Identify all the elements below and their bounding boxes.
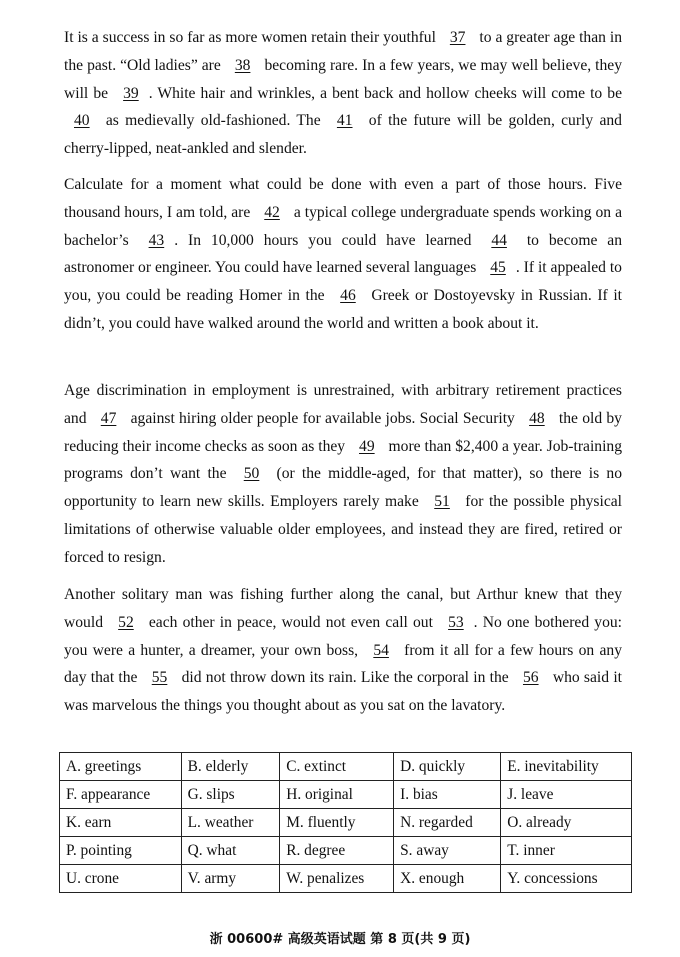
paragraph-text: . If it appealed to you, you could be reading Homer in the <box>64 259 622 305</box>
options-row <box>60 809 632 837</box>
blank-46: 46 <box>340 287 356 305</box>
blank-45: 45 <box>490 259 506 277</box>
option-cell: W. penalizes <box>280 865 394 893</box>
option-cell: C. extinct <box>280 753 394 781</box>
option-cell: N. regarded <box>394 809 501 837</box>
blank-38: 38 <box>234 56 251 74</box>
option-cell: K. earn <box>60 809 182 837</box>
paragraph-text: more than $2,400 a year. Job-training programs don’t want the <box>64 437 623 483</box>
option-cell: D. quickly <box>394 753 501 781</box>
cloze-paragraph-3 <box>64 377 622 572</box>
blank-52: 52 <box>118 613 134 631</box>
page-footer: 浙 00600# 高级英语试题 第 8 页(共 9 页) <box>209 932 471 947</box>
paragraph-text: did not throw down its rain. Like the corporal in the <box>177 669 513 687</box>
paragraph-text: Calculate for a moment what could be done with even a part of those hours. Five thousand hours, I am told, are <box>64 176 622 221</box>
option-cell: G. slips <box>181 781 280 809</box>
paragraph-text: to a greater age than in the past. “Old ladies” are <box>64 29 622 74</box>
option-cell: P. pointing <box>60 837 182 865</box>
options-row <box>60 837 632 865</box>
paragraph-text: Age discrimination in employment is unrestrained, with arbitrary retirement practices and <box>64 382 622 427</box>
blank-49: 49 <box>359 437 375 455</box>
paragraph-text: for the possible physical limitations of otherwise valuable older employees, and instead they are fired, retired or forced to resign. <box>64 493 622 566</box>
blank-37: 37 <box>449 29 466 46</box>
paragraph-text: against hiring older people for available jobs. Social Security <box>126 409 520 427</box>
option-cell: R. degree <box>280 837 394 865</box>
paragraph-text: as medievally old-fashioned. The <box>99 112 327 130</box>
paragraph-text: It is a success in so far as more women retain their youthful <box>64 29 440 46</box>
option-cell: I. bias <box>394 781 501 809</box>
blank-47: 47 <box>100 409 117 427</box>
option-cell: U. crone <box>60 865 182 893</box>
option-cell: E. inevitability <box>501 753 632 781</box>
options-row <box>60 865 632 893</box>
option-cell: F. appearance <box>60 781 182 809</box>
blank-54: 54 <box>373 641 389 659</box>
option-cell: M. fluently <box>280 809 394 837</box>
paragraph-text: who said it was marvelous the things you thought about as you sat on the lavatory. <box>64 669 622 715</box>
blank-53: 53 <box>448 613 464 631</box>
blank-42: 42 <box>264 203 280 221</box>
option-cell: X. enough <box>394 865 501 893</box>
option-cell: L. weather <box>181 809 280 837</box>
blank-39: 39 <box>123 84 139 102</box>
blank-40: 40 <box>74 112 90 130</box>
paragraph-text: . White hair and wrinkles, a bent back and hollow cheeks will come to be <box>148 84 622 102</box>
blank-44: 44 <box>491 231 507 249</box>
paragraph-text: . No one bothered you: you were a hunter, a dreamer, your own boss, <box>64 613 622 659</box>
option-cell: S. away <box>394 837 501 865</box>
paragraph-text: the old by reducing their income checks as soon as they <box>64 409 622 455</box>
word-options-table <box>59 752 632 893</box>
cloze-paragraph-2 <box>64 171 622 338</box>
paragraph-text: becoming rare. In a few years, we may well believe, they will be <box>64 56 623 102</box>
paragraph-text: Another solitary man was fishing further along the canal, but Arthur knew that they would <box>64 586 622 631</box>
paragraph-text: . In 10,000 hours you could have learned <box>174 231 482 249</box>
options-row <box>60 753 632 781</box>
option-cell: H. original <box>280 781 394 809</box>
option-cell: Q. what <box>181 837 280 865</box>
paragraph-text: each other in peace, would not even call out <box>143 613 439 631</box>
paragraph-text: a typical college undergraduate spends working on a bachelor’s <box>64 203 622 249</box>
option-cell: B. elderly <box>181 753 280 781</box>
blank-43: 43 <box>148 231 165 249</box>
option-cell: J. leave <box>501 781 632 809</box>
blank-51: 51 <box>434 493 450 511</box>
blank-50: 50 <box>243 465 260 483</box>
paragraph-text: (or the middle-aged, for that matter), so there is no opportunity to learn new skills. Employers rarely make <box>64 465 622 511</box>
paragraph-text: to become an astronomer or engineer. You could have learned several languages <box>64 231 623 277</box>
paragraph-text: of the future will be golden, curly and cherry-lipped, neat-ankled and slender. <box>64 112 622 158</box>
blank-48: 48 <box>529 409 545 427</box>
option-cell: O. already <box>501 809 632 837</box>
option-cell: A. greetings <box>60 753 182 781</box>
option-cell: V. army <box>181 865 280 893</box>
paragraph-text: from it all for a few hours on any day that the <box>64 641 622 687</box>
blank-55: 55 <box>151 669 168 687</box>
blank-56: 56 <box>522 669 539 687</box>
cloze-paragraph-4 <box>64 581 622 720</box>
option-cell: Y. concessions <box>501 865 632 893</box>
cloze-paragraph-1 <box>64 24 622 163</box>
blank-41: 41 <box>336 112 353 130</box>
option-cell: T. inner <box>501 837 632 865</box>
paragraph-text: Greek or Dostoyevsky in Russian. If it didn’t, you could have walked around the world and written a book about it. <box>64 287 622 332</box>
options-row <box>60 781 632 809</box>
